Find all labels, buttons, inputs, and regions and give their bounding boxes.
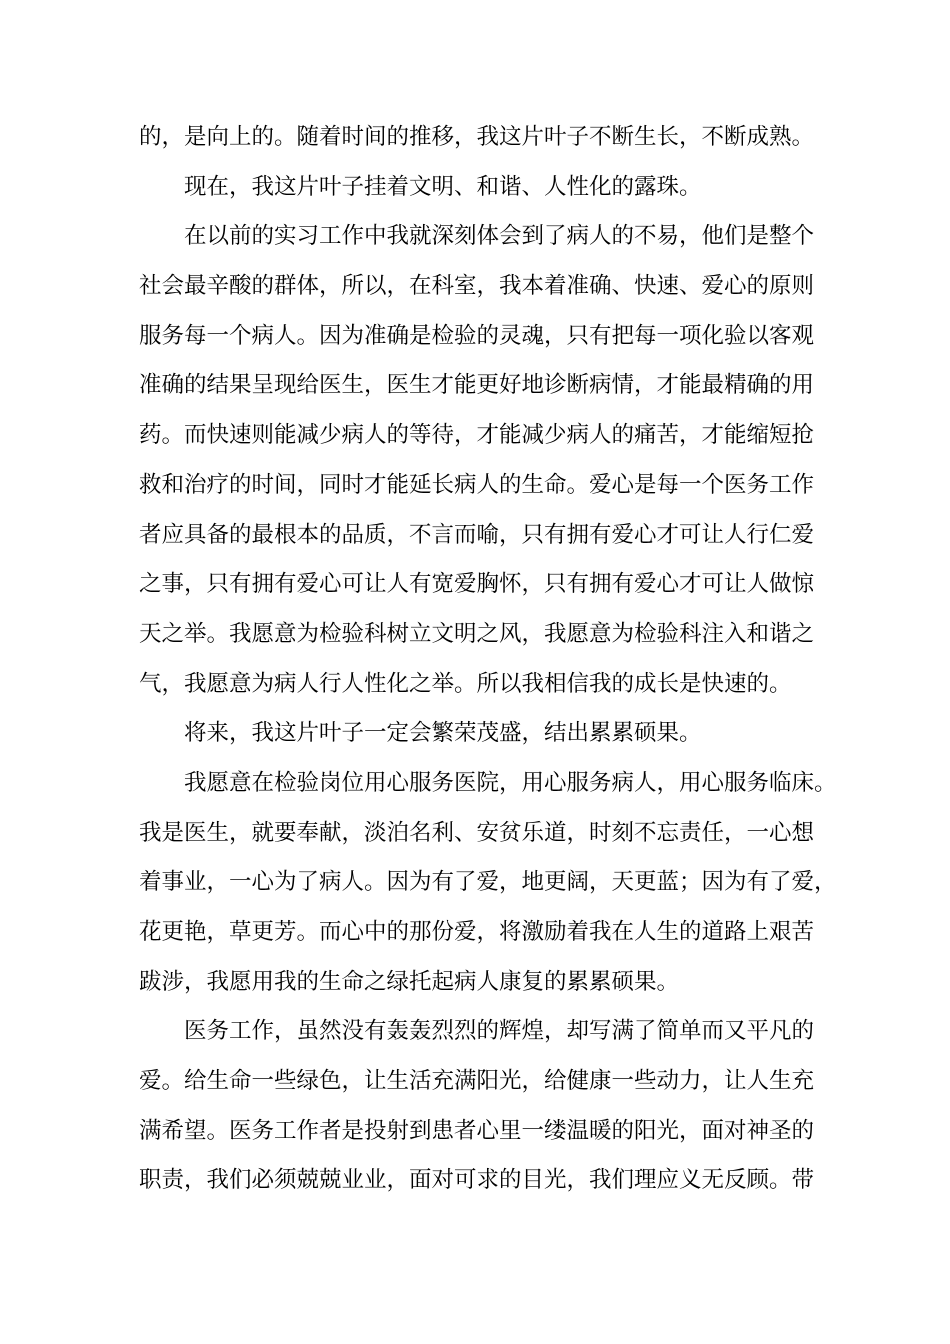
text-line: 我是医生，就要奉献，淡泊名利、安贫乐道，时刻不忘责任，一心想 [139,819,815,846]
text-line: 服务每一个病人。因为准确是检验的灵魂，只有把每一项化验以客观 [139,322,815,349]
paragraph-start-line: 医务工作，虽然没有轰轰烈烈的辉煌，却写满了简单而又平凡的 [184,1018,815,1045]
text-line: 气，我愿意为病人行人性化之举。所以我相信我的成长是快速的。 [139,670,792,697]
text-line: 满希望。医务工作者是投射到患者心里一缕温暖的阳光，面对神圣的 [139,1117,815,1144]
document-body [139,113,839,1206]
text-line: 救和治疗的时间，同时才能延长病人的生命。爱心是每一个医务工作 [139,471,815,498]
paragraph-start-line: 我愿意在检验岗位用心服务医院，用心服务病人，用心服务临床。 [184,769,837,796]
paragraph-start-line: 将来，我这片叶子一定会繁荣茂盛，结出累累硕果。 [184,720,702,747]
text-line: 者应具备的最根本的品质，不言而喻，只有拥有爱心才可让人行仁爱 [139,521,815,548]
text-line: 准确的结果呈现给医生，医生才能更好地诊断病情，才能最精确的用 [139,372,815,399]
paragraph-start-line: 现在，我这片叶子挂着文明、和谐、人性化的露珠。 [184,173,702,200]
text-line: 职责，我们必须兢兢业业，面对可求的目光，我们理应义无反顾。带 [139,1167,815,1194]
paragraph-start-line: 在以前的实习工作中我就深刻体会到了病人的不易，他们是整个 [184,223,815,250]
text-line: 跋涉，我愿用我的生命之绿托起病人康复的累累硕果。 [139,968,680,995]
text-line: 社会最辛酸的群体，所以，在科室，我本着准确、快速、爱心的原则 [139,273,815,300]
text-line: 花更艳，草更芳。而心中的那份爱，将激励着我在人生的道路上艰苦 [139,919,815,945]
text-line: 着事业，一心为了病人。因为有了爱，地更阔，天更蓝；因为有了爱， [139,869,837,896]
text-line: 之事，只有拥有爱心可让人有宽爱胸怀，只有拥有爱心才可让人做惊 [139,571,815,598]
text-line: 爱。给生命一些绿色，让生活充满阳光，给健康一些动力，让人生充 [139,1068,815,1095]
text-line: 天之举。我愿意为检验科树立文明之风，我愿意为检验科注入和谐之 [139,620,815,647]
text-line: 药。而快速则能减少病人的等待，才能减少病人的痛苦，才能缩短抢 [139,422,815,449]
text-line: 的，是向上的。随着时间的推移，我这片叶子不断生长，不断成熟。 [139,124,815,150]
